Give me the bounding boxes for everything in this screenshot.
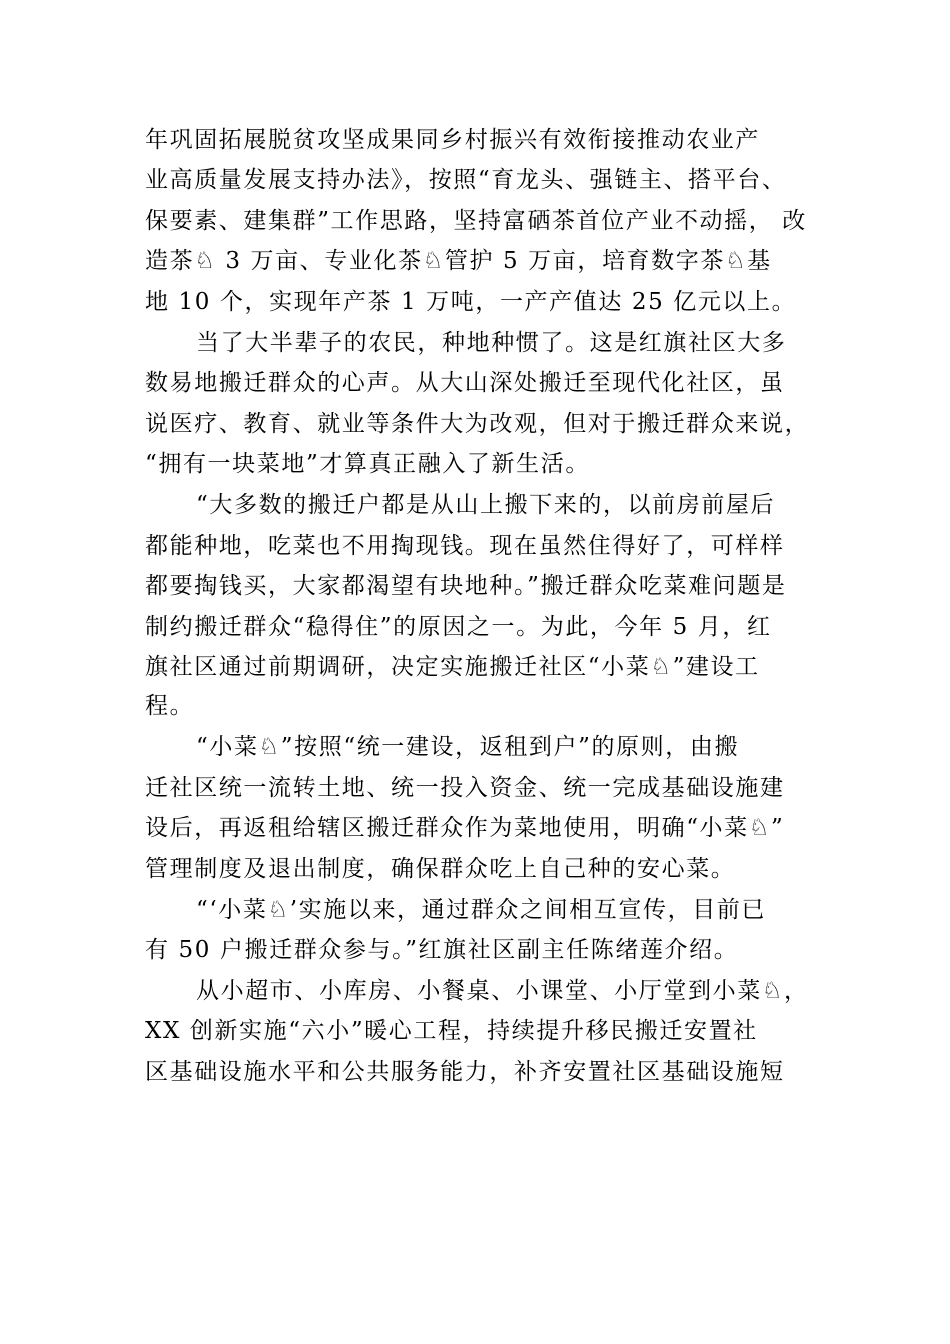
text-line: 造茶♘ 3 万亩、专业化茶♘管护 5 万亩，培育数字茶♘基 [145, 248, 772, 274]
text-line: 有 50 户搬迁群众参与。”红旗社区副主任陈绪莲介绍。 [145, 937, 739, 963]
text-line: 设后，再返租给辖区搬迁群众作为菜地使用，明确“小菜♘” [145, 815, 785, 841]
text-line: 都能种地，吃菜也不用掏现钱。现在虽然住得好了，可样样 [145, 533, 785, 559]
paragraph-start-line: 当了大半辈子的农民，种地种惯了。这是红旗社区大多 [196, 330, 787, 356]
paragraph-start-line: 从小超市、小库房、小餐桌、小课堂、小厅堂到小菜♘， [196, 978, 809, 1004]
text-line: 说医疗、教育、就业等条件大为改观，但对于搬迁群众来说， [145, 411, 810, 437]
text-line: 数易地搬迁群众的心声。从大山深处搬迁至现代化社区，虽 [145, 370, 785, 396]
text-line: 保要素、建集群”工作思路，坚持富硒茶首位产业不动摇， 改 [145, 208, 807, 234]
paragraph-start-line: “小菜♘”按照“统一建设，返租到户”的原则，由搬 [196, 734, 740, 760]
text-line: 旗社区通过前期调研，决定实施搬迁社区“小菜♘”建设工 [145, 654, 760, 680]
text-line: 区基础设施水平和公共服务能力，补齐安置社区基础设施短 [145, 1059, 785, 1085]
text-line: 地 10 个，实现年产茶 1 万吨，一产产值达 25 亿元以上。 [145, 289, 797, 315]
text-line: “拥有一块菜地”才算真正融入了新生活。 [145, 451, 590, 477]
text-line: 制约搬迁群众“稳得住”的原因之一。为此，今年 5 月，红 [145, 614, 772, 640]
text-line: 业高质量发展支持办法》，按照“育龙头、强链主、搭平台、 [145, 167, 787, 193]
text-line: 年巩固拓展脱贫攻坚成果同乡村振兴有效衔接推动农业产 [145, 127, 760, 153]
paragraph-start-line: “大多数的搬迁户都是从山上搬下来的，以前房前屋后 [196, 492, 776, 518]
text-line: 程。 [145, 693, 195, 719]
text-line: 都要掏钱买，大家都渴望有块地种。”搬迁群众吃菜难问题是 [145, 573, 787, 599]
paragraph-start-line: “‘小菜♘’实施以来，通过群众之间相互宣传，目前已 [196, 897, 766, 923]
text-line: 管理制度及退出制度，确保群众吃上自己种的安心菜。 [145, 856, 736, 882]
text-line: 迁社区统一流转土地、统一投入资金、统一完成基础设施建 [145, 775, 785, 801]
text-line: XX 创新实施“六小”暖心工程，持续提升移民搬迁安置社 [145, 1018, 758, 1044]
